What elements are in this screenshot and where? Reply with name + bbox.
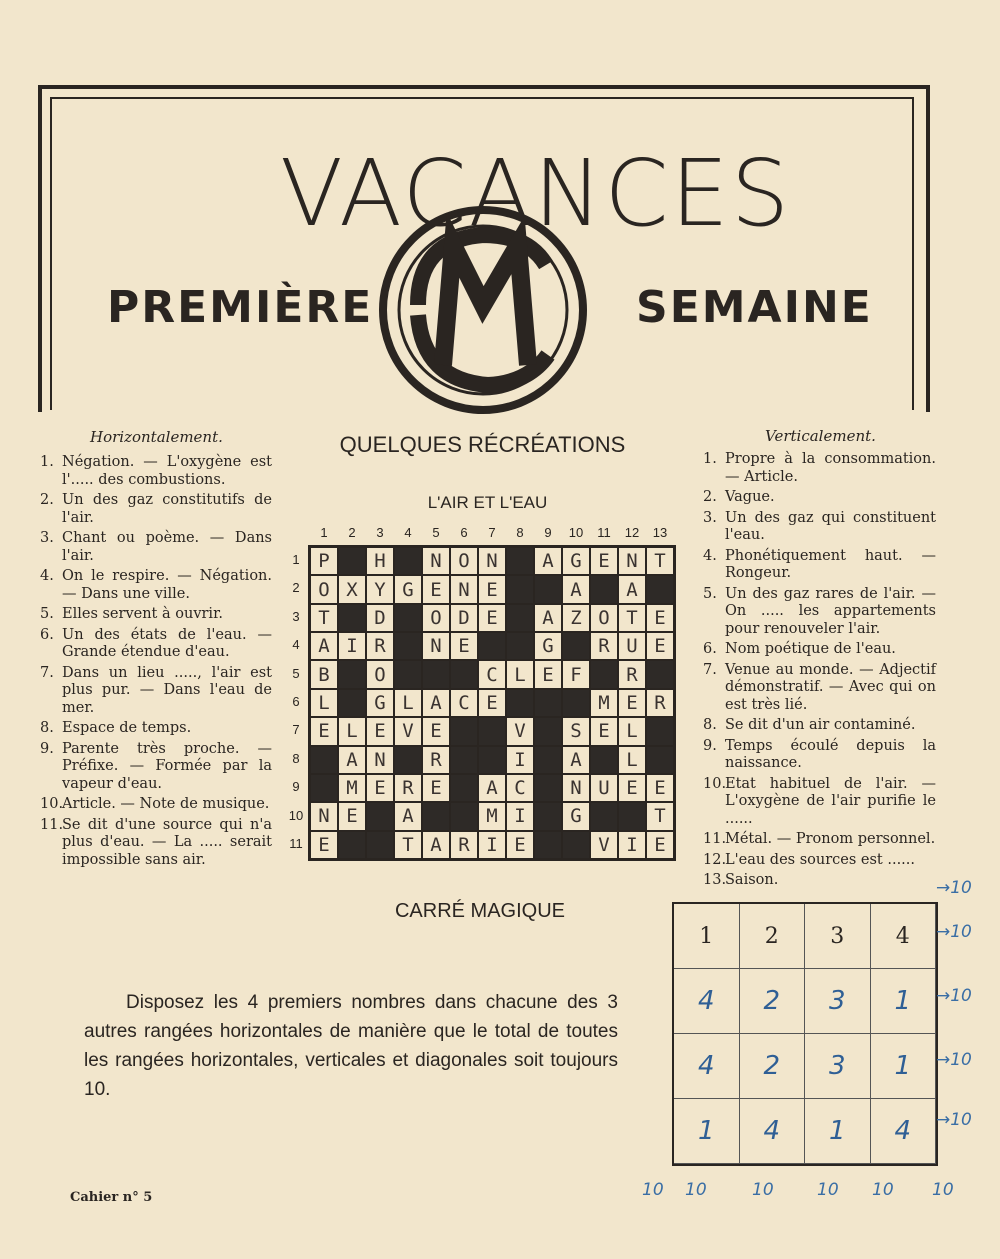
clue-number: 12. <box>703 851 727 868</box>
crossword-cell: A <box>534 604 562 632</box>
crossword-cell: E <box>422 774 450 802</box>
crossword-black-square <box>506 604 534 632</box>
crossword-cell: G <box>366 689 394 717</box>
crossword-cell: X <box>338 575 366 603</box>
crossword-black-square <box>506 547 534 575</box>
crossword-black-square <box>478 746 506 774</box>
crossword-cell: U <box>590 774 618 802</box>
crossword-black-square <box>590 660 618 688</box>
crossword-cell: L <box>338 717 366 745</box>
crossword-cell: M <box>590 689 618 717</box>
crossword-black-square <box>506 689 534 717</box>
crossword-cell: A <box>562 575 590 603</box>
clue-text: Etat habituel de l'air. — L'oxygène de l'air purifie le ...... <box>725 775 936 827</box>
vertical-clue <box>703 641 936 659</box>
crossword-black-square <box>646 746 674 774</box>
footer-label: Cahier n° 5 <box>70 1190 153 1205</box>
crossword-cell: L <box>618 746 646 774</box>
horizontal-clue <box>40 492 272 527</box>
crossword-row-number: 7 <box>292 722 300 738</box>
crossword-column-number: 4 <box>404 525 412 540</box>
crossword-cell: U <box>618 632 646 660</box>
crossword-cell: V <box>590 831 618 859</box>
crossword-grid <box>308 545 676 861</box>
crossword-column-number: 2 <box>348 525 356 540</box>
magic-square-title: CARRÉ MAGIQUE <box>394 900 566 922</box>
crossword-black-square <box>422 802 450 830</box>
clue-text: Propre à la consommation. — Article. <box>725 451 936 485</box>
vertical-clue <box>703 510 936 545</box>
crossword-row-number: 11 <box>289 836 303 851</box>
crossword-cell: C <box>506 774 534 802</box>
crossword-black-square <box>394 660 422 688</box>
crossword-cell: I <box>506 746 534 774</box>
crossword-cell: N <box>366 746 394 774</box>
crossword-cell: E <box>646 632 674 660</box>
crossword-cell: E <box>534 660 562 688</box>
crossword-column-number: 13 <box>652 525 668 540</box>
magic-column-total: 10 <box>642 1180 664 1200</box>
vertical-clue <box>703 872 936 890</box>
crossword-cell: M <box>338 774 366 802</box>
crossword-cell: O <box>590 604 618 632</box>
clue-number: 5. <box>40 606 54 622</box>
crossword-cell: E <box>338 802 366 830</box>
horizontal-clue <box>40 741 272 794</box>
crossword-cell: E <box>590 717 618 745</box>
magic-row-total: →10 <box>936 922 972 942</box>
crossword-black-square <box>338 660 366 688</box>
crossword-cell: R <box>646 689 674 717</box>
crossword-cell: E <box>478 604 506 632</box>
clue-text: Temps écoulé depuis la naissance. <box>725 737 936 771</box>
crossword-cell: I <box>506 802 534 830</box>
clue-text: Phonétiquement haut. — Rongeur. <box>725 547 936 581</box>
magic-row-total: →10 <box>936 1050 972 1070</box>
clue-text: Elles servent à ouvrir. <box>62 606 224 622</box>
crossword-cell: N <box>450 575 478 603</box>
crossword-cell: P <box>310 547 338 575</box>
clue-number: 7. <box>40 664 54 681</box>
magic-printed-number: 3 <box>805 904 871 969</box>
horizontal-clue <box>40 720 272 738</box>
crossword-black-square <box>338 689 366 717</box>
crossword-black-square <box>534 575 562 603</box>
crossword-row-number: 3 <box>292 608 300 624</box>
crossword-cell: E <box>450 632 478 660</box>
crossword-cell: V <box>394 717 422 745</box>
crossword-row-number: 10 <box>288 807 304 823</box>
crossword-cell: E <box>422 717 450 745</box>
crossword-cell: R <box>366 632 394 660</box>
crossword-cell: N <box>478 547 506 575</box>
crossword-cell: L <box>618 717 646 745</box>
right-label: SEMAINE <box>636 282 873 333</box>
magic-row-total: →10 <box>936 878 972 898</box>
clue-text: Négation. — L'oxygène est l'..... des combustions. <box>62 454 272 488</box>
horizontal-clue <box>40 530 272 565</box>
crossword-black-square <box>310 774 338 802</box>
magic-handwritten-number: 4 <box>674 969 740 1034</box>
crossword-cell: D <box>450 604 478 632</box>
crossword-cell: R <box>422 746 450 774</box>
crossword-cell: Y <box>366 575 394 603</box>
magic-row-total: →10 <box>936 986 972 1006</box>
crossword-column-number: 1 <box>320 525 328 540</box>
crossword-black-square <box>394 547 422 575</box>
crossword-cell: F <box>562 660 590 688</box>
crossword-cell: T <box>394 831 422 859</box>
crossword-cell: R <box>394 774 422 802</box>
clue-text: L'eau des sources est ...... <box>725 851 916 868</box>
clue-number: 11. <box>703 831 727 847</box>
clue-number: 13. <box>703 872 727 888</box>
magic-handwritten-number: 1 <box>674 1099 740 1164</box>
crossword-black-square <box>534 831 562 859</box>
clue-text: Un des gaz rares de l'air. — On ..... les appartements pour renouveler l'air. <box>725 585 936 637</box>
clue-number: 2. <box>703 489 717 505</box>
crossword-black-square <box>338 604 366 632</box>
crossword-cell: O <box>366 660 394 688</box>
magic-column-total: 10 <box>752 1180 774 1200</box>
vertical-clue <box>703 776 936 829</box>
crossword-cell: G <box>394 575 422 603</box>
crossword-cell: N <box>618 547 646 575</box>
crossword-cell: S <box>562 717 590 745</box>
clue-text: Article. — Note de musique. <box>62 796 270 812</box>
horizontal-clue <box>40 627 272 662</box>
crossword-black-square <box>506 632 534 660</box>
clue-number: 4. <box>703 547 717 564</box>
left-label: PREMIÈRE <box>107 282 374 333</box>
crossword-row-number: 2 <box>292 580 300 596</box>
crossword-cell: A <box>562 746 590 774</box>
crossword-black-square <box>338 547 366 575</box>
crossword-black-square <box>646 660 674 688</box>
crossword-cell: D <box>366 604 394 632</box>
clue-number: 1. <box>703 451 717 467</box>
crossword-cell: E <box>310 717 338 745</box>
crossword-cell: A <box>310 632 338 660</box>
vertical-clue <box>703 852 936 870</box>
clue-text: Vague. <box>725 489 775 505</box>
crossword-cell: G <box>534 632 562 660</box>
crossword-row-number: 4 <box>292 637 300 653</box>
magic-handwritten-number: 2 <box>740 969 806 1034</box>
crossword-cell: A <box>534 547 562 575</box>
crossword-black-square <box>394 746 422 774</box>
crossword-cell: C <box>478 660 506 688</box>
crossword-black-square <box>422 660 450 688</box>
crossword-black-square <box>338 831 366 859</box>
crossword-cell: E <box>366 774 394 802</box>
clue-number: 6. <box>703 641 717 657</box>
clue-number: 9. <box>703 737 717 754</box>
crossword-cell: I <box>618 831 646 859</box>
magic-handwritten-number: 4 <box>871 1099 937 1164</box>
clue-number: 6. <box>40 626 54 643</box>
vertical-heading: Verticalement. <box>765 427 876 445</box>
crossword-black-square <box>534 717 562 745</box>
crossword-cell: I <box>338 632 366 660</box>
vertical-clue <box>703 586 936 639</box>
vertical-clue <box>703 717 936 735</box>
crossword-column-number: 7 <box>488 525 496 540</box>
clue-text: On le respire. — Négation. — Dans une ville. <box>62 568 272 602</box>
crossword-black-square <box>590 575 618 603</box>
magic-handwritten-number: 1 <box>805 1099 871 1164</box>
magic-handwritten-number: 1 <box>871 969 937 1034</box>
crossword-column-number: 9 <box>544 525 552 540</box>
crossword-cell: E <box>646 774 674 802</box>
crossword-black-square <box>310 746 338 774</box>
clue-text: Métal. — Pronom personnel. <box>725 831 936 847</box>
crossword-cell: T <box>646 547 674 575</box>
horizontal-clues <box>40 454 272 872</box>
crossword-cell: E <box>478 689 506 717</box>
clue-text: Dans un lieu ....., l'air est plus pur. — Dans l'eau de mer. <box>62 664 272 716</box>
clue-number: 10. <box>40 796 64 812</box>
horizontal-clue <box>40 796 272 814</box>
crossword-black-square <box>478 632 506 660</box>
crossword-black-square <box>450 746 478 774</box>
crossword-black-square <box>562 632 590 660</box>
crossword-cell: E <box>310 831 338 859</box>
crossword-cell: T <box>310 604 338 632</box>
crossword-column-number: 10 <box>568 525 584 540</box>
crossword-black-square <box>646 717 674 745</box>
magic-column-total: 10 <box>817 1180 839 1200</box>
crossword-black-square <box>506 575 534 603</box>
crossword-cell: N <box>422 547 450 575</box>
horizontal-clue <box>40 454 272 489</box>
recreations-title: QUELQUES RÉCRÉATIONS <box>339 432 626 457</box>
clue-text: Un des états de l'eau. — Grande étendue d'eau. <box>62 626 272 660</box>
crossword-row-number: 8 <box>292 750 300 766</box>
crossword-cell: N <box>562 774 590 802</box>
clue-number: 2. <box>40 492 54 508</box>
vertical-clues <box>703 451 936 893</box>
clue-text: Saison. <box>725 872 779 888</box>
vertical-clue <box>703 548 936 583</box>
crossword-cell: E <box>506 831 534 859</box>
crossword-cell: V <box>506 717 534 745</box>
magic-handwritten-number: 3 <box>805 969 871 1034</box>
crossword-black-square <box>590 746 618 774</box>
magic-printed-number: 2 <box>740 904 806 969</box>
crossword-cell: G <box>562 547 590 575</box>
crossword-cell: O <box>310 575 338 603</box>
magic-handwritten-number: 2 <box>740 1034 806 1099</box>
clue-text: Chant ou poème. — Dans l'air. <box>62 530 272 564</box>
crossword-cell: E <box>366 717 394 745</box>
clue-text: Un des gaz qui constituent l'eau. <box>725 509 936 543</box>
vertical-clue <box>703 662 936 715</box>
crossword-black-square <box>618 802 646 830</box>
crossword-cell: A <box>422 831 450 859</box>
crossword-black-square <box>450 774 478 802</box>
crossword-cell: B <box>310 660 338 688</box>
clue-text: Nom poétique de l'eau. <box>725 641 896 657</box>
vertical-clue <box>703 831 936 849</box>
crossword-black-square <box>534 746 562 774</box>
crossword-cell: G <box>562 802 590 830</box>
crossword-cell: T <box>646 802 674 830</box>
horizontal-clue <box>40 606 272 624</box>
crossword-black-square <box>646 575 674 603</box>
crossword-row-number: 1 <box>292 552 300 567</box>
clue-number: 4. <box>40 568 54 584</box>
crossword-row-number: 9 <box>292 779 300 795</box>
crossword-cell: E <box>646 831 674 859</box>
crossword-black-square <box>562 831 590 859</box>
crossword-cell: M <box>478 802 506 830</box>
crossword-cell: A <box>338 746 366 774</box>
crossword-cell: E <box>646 604 674 632</box>
crossword-row-number: 5 <box>292 665 300 681</box>
crossword-cell: L <box>310 689 338 717</box>
magic-column-total: 10 <box>932 1180 954 1200</box>
magic-printed-number: 4 <box>871 904 937 969</box>
clue-number: 8. <box>40 720 54 736</box>
crossword-column-number: 11 <box>597 525 611 540</box>
magic-square-grid <box>672 902 938 1166</box>
crossword-cell: N <box>422 632 450 660</box>
crossword-column-number: 5 <box>432 525 440 540</box>
horizontal-clue <box>40 817 272 870</box>
clue-number: 7. <box>703 661 717 678</box>
crossword-cell: C <box>450 689 478 717</box>
clue-text: Se dit d'un air contaminé. <box>725 717 916 733</box>
crossword-cell: R <box>450 831 478 859</box>
magic-handwritten-number: 1 <box>871 1034 937 1099</box>
magic-handwritten-number: 4 <box>674 1034 740 1099</box>
clue-text: Un des gaz constitutifs de l'air. <box>62 492 272 526</box>
crossword-cell: Z <box>562 604 590 632</box>
clue-text: Venue au monde. — Adjectif démonstratif. — Avec qui on est très lié. <box>725 661 936 713</box>
crossword-cell: E <box>422 575 450 603</box>
crossword-cell: H <box>366 547 394 575</box>
crossword-cell: A <box>422 689 450 717</box>
vertical-clue <box>703 489 936 507</box>
crossword-column-number: 8 <box>516 525 524 540</box>
clue-number: 8. <box>703 717 717 733</box>
horizontal-clue <box>40 568 272 603</box>
crossword-cell: E <box>618 689 646 717</box>
crossword-cell: N <box>310 802 338 830</box>
magic-handwritten-number: 4 <box>740 1099 806 1164</box>
crossword-black-square <box>450 660 478 688</box>
horizontal-clue <box>40 665 272 718</box>
clue-number: 9. <box>40 740 54 757</box>
clue-text: Espace de temps. <box>62 720 192 736</box>
magic-column-total: 10 <box>872 1180 894 1200</box>
crossword-column-number: 6 <box>460 525 468 540</box>
vertical-clue <box>703 738 936 773</box>
crossword-black-square <box>366 802 394 830</box>
crossword-row-number: 6 <box>292 694 300 709</box>
crossword-cell: L <box>394 689 422 717</box>
crossword-cell: R <box>590 632 618 660</box>
magic-row-total: →10 <box>936 1110 972 1130</box>
crossword-cell: T <box>618 604 646 632</box>
horizontal-heading: Horizontalement. <box>90 428 223 446</box>
magic-square-instruction: Disposez les 4 premiers nombres dans chacune des 3 autres rangées horizontales de manière que le total de toutes les rangées horizontales, verticales et diagonales soit toujours 10. <box>84 992 618 1100</box>
crossword-cell: O <box>422 604 450 632</box>
crossword-black-square <box>534 689 562 717</box>
crossword-cell: E <box>590 547 618 575</box>
crossword-subtitle: L'AIR ET L'EAU <box>427 493 548 512</box>
crossword-cell: R <box>618 660 646 688</box>
crossword-black-square <box>534 774 562 802</box>
clue-number: 5. <box>703 585 717 602</box>
crossword-cell: I <box>478 831 506 859</box>
crossword-black-square <box>394 632 422 660</box>
crossword-cell: A <box>394 802 422 830</box>
crossword-cell: A <box>478 774 506 802</box>
clue-number: 10. <box>703 775 727 792</box>
magic-printed-number: 1 <box>674 904 740 969</box>
clue-number: 3. <box>40 530 54 546</box>
page-title: VACANCES <box>280 140 792 247</box>
crossword-cell: L <box>506 660 534 688</box>
crossword-column-number: 3 <box>376 525 384 540</box>
clue-text: Parente très proche. — Préfixe. — Formée par la vapeur d'eau. <box>62 740 272 792</box>
crossword-black-square <box>534 802 562 830</box>
crossword-cell: A <box>618 575 646 603</box>
crossword-column-number: 12 <box>624 525 640 540</box>
crossword-black-square <box>478 717 506 745</box>
crossword-black-square <box>394 604 422 632</box>
crossword-black-square <box>450 717 478 745</box>
crossword-black-square <box>590 802 618 830</box>
clue-number: 3. <box>703 509 717 526</box>
crossword-black-square <box>450 802 478 830</box>
crossword-black-square <box>562 689 590 717</box>
crossword-cell: E <box>478 575 506 603</box>
magic-column-total: 10 <box>685 1180 707 1200</box>
crossword-black-square <box>366 831 394 859</box>
clue-number: 11. <box>40 816 64 833</box>
em-logo <box>378 205 588 415</box>
crossword-cell: E <box>618 774 646 802</box>
crossword-cell: O <box>450 547 478 575</box>
magic-handwritten-number: 3 <box>805 1034 871 1099</box>
clue-number: 1. <box>40 454 54 470</box>
vertical-clue <box>703 451 936 486</box>
clue-text: Se dit d'une source qui n'a plus d'eau. — La ..... serait impossible sans air. <box>62 816 272 868</box>
